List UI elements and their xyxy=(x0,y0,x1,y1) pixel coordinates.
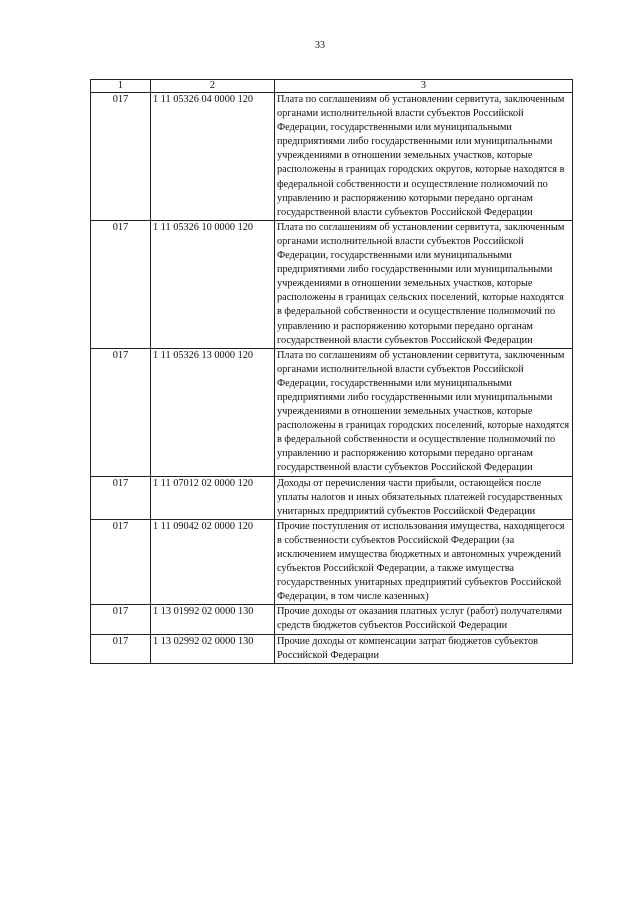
table-row xyxy=(91,605,573,634)
admin-code-cell: 017 xyxy=(91,634,151,663)
budget-revenue-table xyxy=(90,79,573,664)
table-header-row xyxy=(91,80,573,93)
revenue-description-cell: Доходы от перечисления части прибыли, остающейся после уплаты налогов и иных обязательных платежей государственных унитарных предприятий субъектов Российской Федерации xyxy=(275,476,573,519)
column-header-2: 2 xyxy=(151,80,275,93)
column-header-1: 1 xyxy=(91,80,151,93)
revenue-description-cell: Прочие доходы от оказания платных услуг (работ) получателями средств бюджетов субъектов Российской Федерации xyxy=(275,605,573,634)
table-row xyxy=(91,220,573,348)
revenue-code-cell: 1 11 09042 02 0000 120 xyxy=(151,519,275,605)
revenue-code-cell: 1 11 07012 02 0000 120 xyxy=(151,476,275,519)
admin-code-cell: 017 xyxy=(91,220,151,348)
admin-code-cell: 017 xyxy=(91,519,151,605)
table-row xyxy=(91,348,573,476)
revenue-description-cell: Плата по соглашениям об установлении сервитута, заключенным органами исполнительной власти субъектов Российской Федерации, государственными или муниципальными предприятиями либо государственными или муниципальными учреждениями в отношении земельных участков, которые расположены в границах сельских поселений, которые находятся в федеральной собственности и осуществление полномочий по управлению и распоряжению которыми передано органам государственной власти субъектов Российской Федерации xyxy=(275,220,573,348)
admin-code-cell: 017 xyxy=(91,93,151,221)
revenue-code-cell: 1 13 02992 02 0000 130 xyxy=(151,634,275,663)
revenue-description-cell: Прочие поступления от использования имущества, находящегося в собственности субъектов Российской Федерации (за исключением имущества бюджетных и автономных учреждений субъектов Российской Федерации, а также имущества государственных унитарных предприятий субъектов Российской Федерации, в том числе казенных) xyxy=(275,519,573,605)
table-row xyxy=(91,634,573,663)
revenue-code-cell: 1 11 05326 13 0000 120 xyxy=(151,348,275,476)
table-row xyxy=(91,476,573,519)
admin-code-cell: 017 xyxy=(91,605,151,634)
revenue-code-cell: 1 11 05326 10 0000 120 xyxy=(151,220,275,348)
revenue-code-cell: 1 11 05326 04 0000 120 xyxy=(151,93,275,221)
page-number: 33 xyxy=(315,40,325,51)
admin-code-cell: 017 xyxy=(91,476,151,519)
column-header-3: 3 xyxy=(275,80,573,93)
table-row xyxy=(91,93,573,221)
table-row xyxy=(91,519,573,605)
revenue-code-cell: 1 13 01992 02 0000 130 xyxy=(151,605,275,634)
admin-code-cell: 017 xyxy=(91,348,151,476)
revenue-description-cell: Прочие доходы от компенсации затрат бюджетов субъектов Российской Федерации xyxy=(275,634,573,663)
revenue-description-cell: Плата по соглашениям об установлении сервитута, заключенным органами исполнительной власти субъектов Российской Федерации, государственными или муниципальными предприятиями либо государственными или муниципальными учреждениями в отношении земельных участков, которые расположены в границах городских округов, которые находятся в федеральной собственности и осуществление полномочий по управлению и распоряжению которыми передано органам государственной власти субъектов Российской Федерации xyxy=(275,93,573,221)
revenue-description-cell: Плата по соглашениям об установлении сервитута, заключенным органами исполнительной власти субъектов Российской Федерации, государственными или муниципальными предприятиями либо государственными или муниципальными учреждениями в отношении земельных участков, которые расположены в границах городских поселений, которые находятся в федеральной собственности и осуществление полномочий по управлению и распоряжению которыми передано органам государственной власти субъектов Российской Федерации xyxy=(275,348,573,476)
